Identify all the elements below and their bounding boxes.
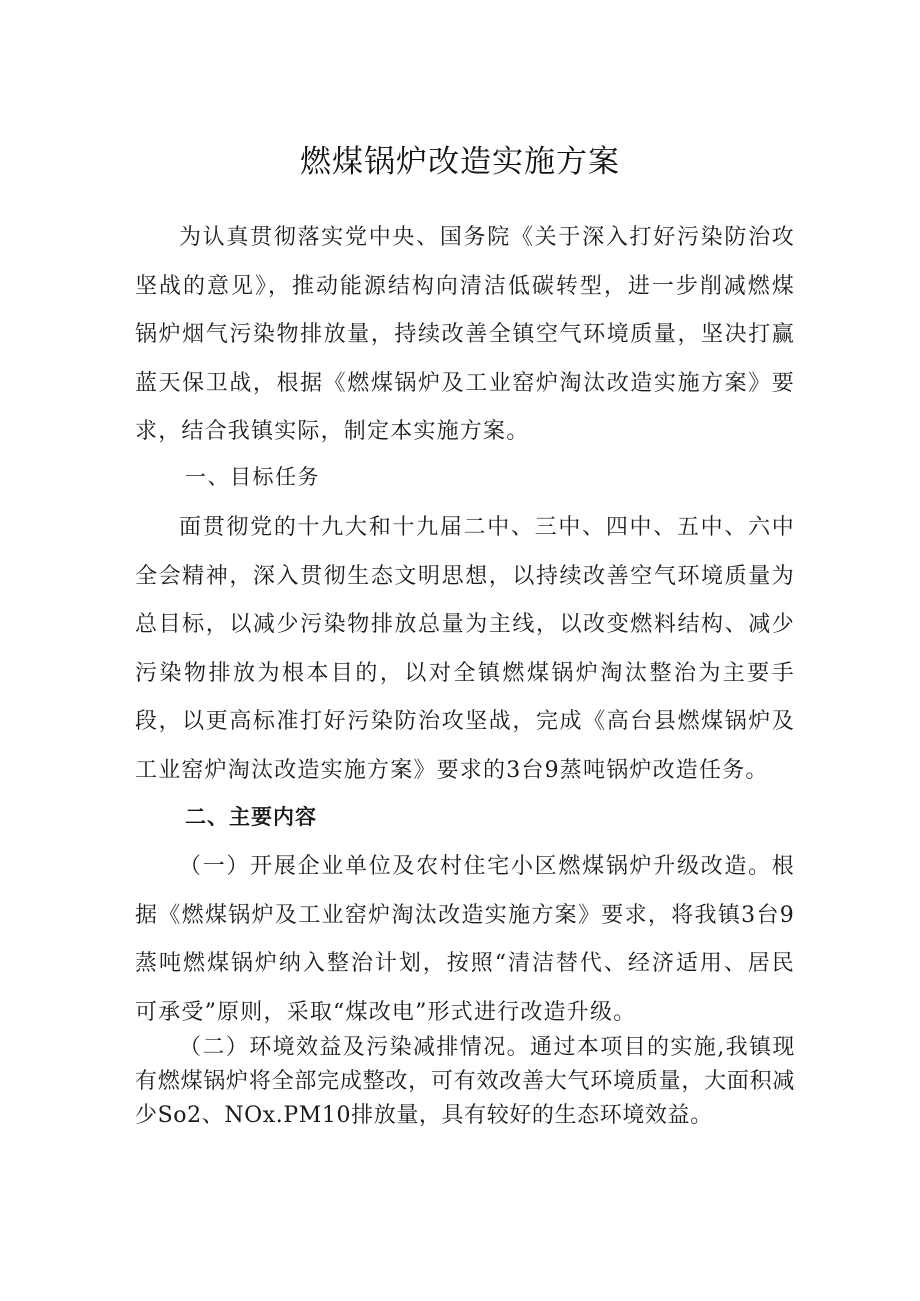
intro-paragraph: 为认真贯彻落实党中央、国务院《关于深入打好污染防治攻坚战的意见》，推动能源结构向清洁低碳转型，进一步削减燃煤锅炉烟气污染物排放量，持续改善全镇空气环境质量，坚决打赢蓝天保卫战，根据《燃煤锅炉及工业窑炉淘汰改造实施方案》要求，结合我镇实际，制定本实施方案。 [135,225,795,444]
section-heading-goals: 一、目标任务 [185,465,320,489]
main-content-item-1: （一）开展企业单位及农村住宅小区燃煤锅炉升级改造。根据《燃煤锅炉及工业窑炉淘汰改造实施方案》要求，将我镇3台9蒸吨燃煤锅炉纳入整治计划，按照“清洁替代、经济适用、居民可承受”原则，采取“煤改电”形式进行改造升级。 [135,854,795,1025]
document-title: 燃煤锅炉改造实施方案 [300,144,620,180]
section-heading-main-content: 二、主要内容 [185,805,317,829]
goals-paragraph: 面贯彻党的十九大和十九届二中、三中、四中、五中、六中全会精神，深入贯彻生态文明思想，以持续改善空气环境质量为总目标，以减少污染物排放总量为主线，以改变燃料结构、减少污染物排放为根本目的，以对全镇燃煤锅炉淘汰整治为主要手段，以更高标准打好污染防治攻坚战，完成《高台县燃煤锅炉及工业窑炉淘汰改造实施方案》要求的3台9蒸吨锅炉改造任务。 [135,515,795,783]
main-content-item-2: （二）环境效益及污染减排情况。通过本项目的实施,我镇现有燃煤锅炉将全部完成整改，可有效改善大气环境质量，大面积减少So2、NOx.PM10排放量，具有较好的生态环境效益。 [135,1035,795,1128]
